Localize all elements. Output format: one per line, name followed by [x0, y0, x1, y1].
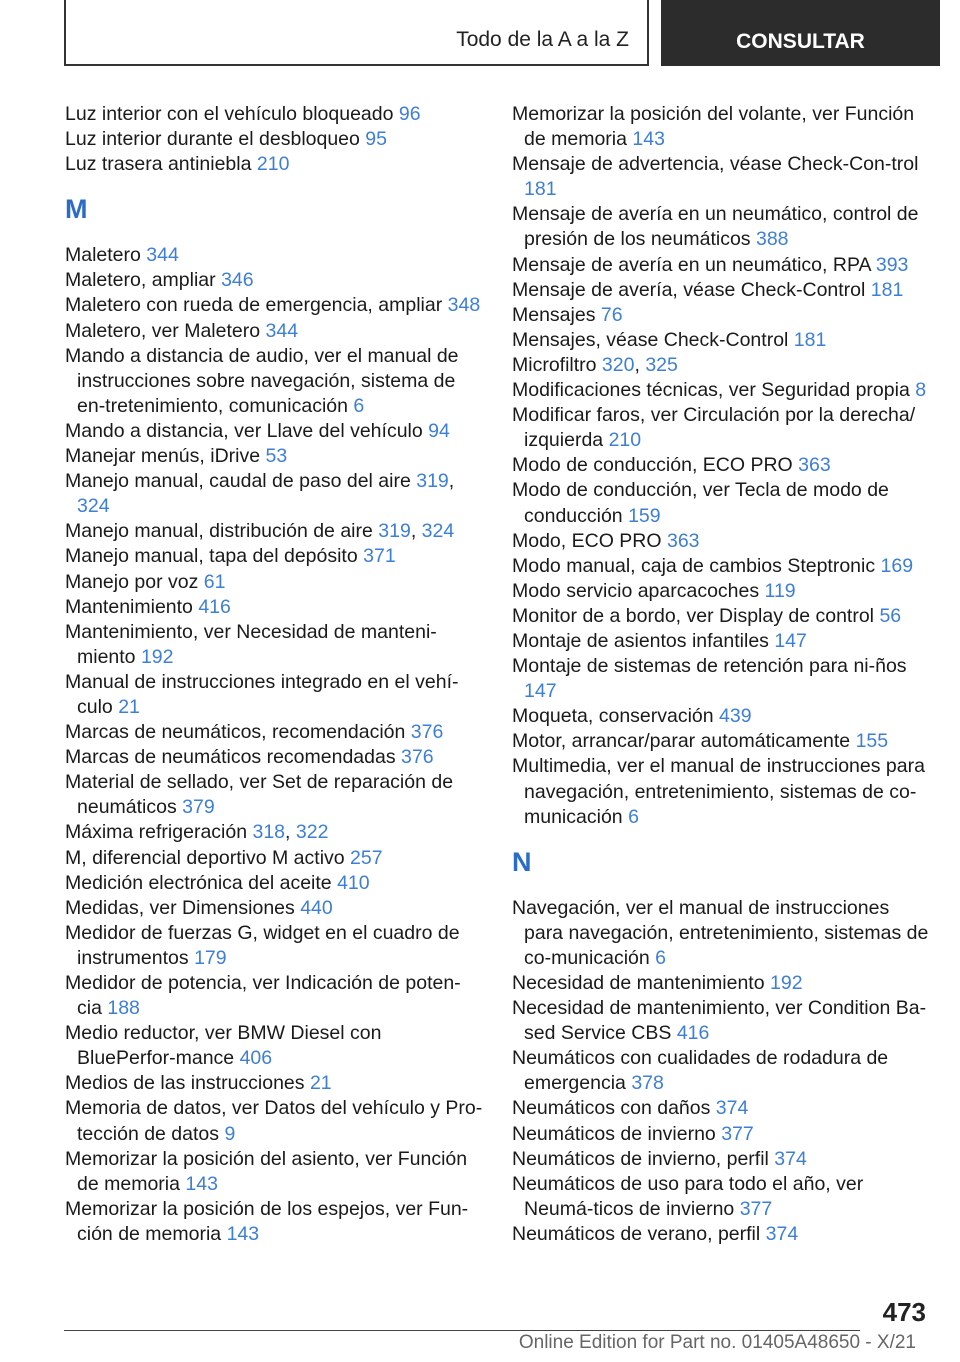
index-entry-text: Neumáticos con daños [512, 1097, 716, 1120]
index-entry-text: Necesidad de mantenimiento [512, 972, 770, 994]
index-entry-text: Máxima refrigeración [65, 821, 253, 844]
page-link[interactable]: 192 [770, 972, 803, 994]
page-link[interactable]: 416 [676, 1022, 710, 1045]
page-link[interactable]: 155 [855, 730, 889, 753]
index-entry [512, 328, 932, 353]
index-entry [512, 478, 932, 528]
page-link[interactable]: 9 [224, 1122, 236, 1145]
index-entry [512, 1046, 932, 1096]
index-entry [512, 654, 932, 704]
index-entry-text: Maletero con rueda de emergencia, ampliar [65, 294, 448, 317]
page-link[interactable]: 95 [365, 128, 387, 151]
header-section-box [64, 0, 649, 66]
page-link[interactable]: 379 [182, 796, 215, 819]
page-link[interactable]: 374 [765, 1222, 799, 1245]
page-link[interactable]: 147 [524, 680, 557, 703]
index-entry-text: Neumáticos con cualidades de rodadura de emergencia [512, 1047, 889, 1095]
index-entry [512, 278, 932, 303]
index-entry-text: Mensajes, véase Check-Control [512, 328, 794, 351]
index-entry [65, 745, 485, 770]
page-link[interactable]: 21 [309, 1072, 332, 1095]
index-entry-text: Marcas de neumáticos, recomendación [65, 721, 411, 744]
index-entry-text: Modo de conducción, ECO PRO [512, 454, 799, 477]
index-entry-text: Microfiltro [512, 353, 602, 376]
page-link[interactable]: 344 [146, 244, 179, 267]
index-entry-text: Manejo manual, distribución de aire [65, 520, 379, 543]
index-entry-text: Mensaje de avería en un neumático, control de presión de los neumáticos [512, 203, 919, 251]
page-link[interactable]: 181 [870, 278, 904, 301]
index-entry [65, 1071, 485, 1096]
index-entry [65, 570, 485, 595]
page-separator: , [448, 470, 455, 493]
index-entry [65, 102, 485, 127]
page-link[interactable]: 159 [628, 504, 661, 527]
index-entry-text: Mensaje de avería en un neumático, RPA [512, 253, 876, 276]
index-entry [65, 896, 485, 921]
index-entry-text: Maletero [65, 244, 147, 267]
page-link[interactable]: 374 [715, 1097, 749, 1120]
index-entry-text: Motor, arrancar/parar automáticamente [512, 730, 856, 753]
index-entry-text: Medidor de fuerzas G, widget en el cuadro de instrumentos [65, 921, 460, 969]
index-letter-heading: M [65, 194, 88, 225]
page-link[interactable]: 143 [226, 1222, 260, 1245]
page-link[interactable]: 376 [401, 746, 434, 769]
index-entry [512, 554, 932, 579]
index-entry-text: Modo de conducción, ver Tecla de modo de conducción [512, 479, 889, 527]
index-entry-text: Luz trasera antiniebla [65, 153, 257, 176]
index-entry-text: Modificaciones técnicas, ver Seguridad propia [512, 379, 916, 402]
page-link[interactable]: 318 [252, 821, 286, 844]
index-entry-text: Manejo manual, caudal de paso del aire [65, 470, 417, 493]
index-entry [512, 303, 932, 328]
page-link[interactable]: 363 [798, 454, 831, 477]
consultar-tab[interactable] [661, 0, 940, 66]
index-entry [65, 1197, 485, 1247]
page-link[interactable]: 324 [421, 520, 455, 543]
page-link[interactable]: 179 [194, 946, 227, 969]
page-link[interactable]: 192 [140, 645, 174, 668]
index-entry [65, 720, 485, 745]
page-link[interactable]: 6 [353, 394, 365, 417]
page-link[interactable]: 325 [645, 353, 678, 376]
index-entry [512, 604, 932, 629]
index-entry [512, 152, 932, 202]
page-separator: , [285, 821, 296, 844]
page-link[interactable]: 324 [77, 495, 110, 518]
index-entry [65, 293, 485, 318]
index-entry [512, 579, 932, 604]
page-link[interactable]: 119 [764, 579, 796, 602]
index-entry-text: Maletero, ampliar [65, 269, 222, 292]
index-entry-text: Modo, ECO PRO [512, 529, 667, 552]
index-entry [65, 344, 485, 419]
index-entry [65, 921, 485, 971]
index-entry-text: Manejar menús, iDrive [65, 445, 266, 468]
index-entry-text: Manual de instrucciones integrado en el vehí-culo [65, 670, 459, 718]
index-entry-text: Necesidad de mantenimiento, ver Condition Ba-sed Service CBS [512, 997, 927, 1045]
index-entry-text: Medio reductor, ver BMW Diesel con BluePerfor-mance [65, 1022, 382, 1070]
index-entry [65, 444, 485, 469]
index-entry [65, 243, 485, 268]
index-entry [65, 127, 485, 152]
page-link[interactable]: 181 [524, 178, 557, 201]
index-entry-text: Medidas, ver Dimensiones [65, 896, 301, 919]
page-link[interactable]: 393 [875, 253, 909, 276]
index-entry [65, 1021, 485, 1071]
index-entry-text: Medición electrónica del aceite [65, 871, 338, 894]
index-entry-text: Neumáticos de invierno [512, 1122, 722, 1145]
page-link[interactable]: 348 [447, 294, 481, 317]
index-entry-text: Manejo por voz [65, 570, 204, 593]
page-link[interactable]: 377 [721, 1122, 754, 1145]
index-entry-text: Medios de las instrucciones [65, 1072, 310, 1095]
page-link[interactable]: 210 [608, 429, 642, 452]
index-entry [512, 1147, 932, 1172]
index-entry [65, 519, 485, 544]
index-entry-text: Modo servicio aparcacoches [512, 579, 765, 602]
index-entry-text: Navegación, ver el manual de instrucciones para navegación, entretenimiento, sistemas de co-municación [512, 896, 929, 969]
page-link[interactable]: 416 [198, 595, 231, 618]
page-link[interactable]: 410 [337, 871, 370, 894]
index-entry [65, 595, 485, 620]
index-letter-heading: N [512, 846, 532, 877]
index-entry [512, 996, 932, 1046]
index-entry [512, 378, 932, 403]
page-link[interactable]: 322 [295, 821, 329, 844]
index-entry-text: Monitor de a bordo, ver Display de control [512, 604, 880, 627]
page-link[interactable]: 363 [666, 529, 700, 552]
index-entry [512, 896, 932, 971]
index-entry-text: Mensaje de advertencia, véase Check-Con-trol [512, 153, 919, 176]
index-entry-text: Memorizar la posición del asiento, ver Función de memoria [65, 1147, 468, 1195]
index-entry-text: Mensaje de avería, véase Check-Control [512, 278, 871, 301]
index-entry [512, 353, 932, 378]
index-entry [512, 403, 932, 453]
page-link[interactable]: 374 [774, 1147, 807, 1170]
page-link[interactable]: 61 [203, 570, 226, 593]
index-entry-text: Maletero, ver Maletero [65, 319, 266, 342]
page-link[interactable]: 319 [378, 520, 411, 543]
page-link[interactable]: 406 [239, 1047, 273, 1070]
page-link[interactable]: 371 [363, 545, 396, 568]
index-entry [65, 1147, 485, 1197]
page-link[interactable]: 439 [719, 705, 752, 728]
footer-edition-text: Online Edition for Part no. 01405A48650 - X/21 [518, 1332, 916, 1353]
index-entry [65, 820, 485, 845]
index-entry-text: Marcas de neumáticos recomendadas [65, 746, 402, 769]
index-entry [65, 871, 485, 896]
page-link[interactable]: 346 [221, 269, 254, 292]
page-link[interactable]: 378 [631, 1072, 664, 1095]
index-entry-text: Neumáticos de uso para todo el año, ver Neumá-ticos de invierno [512, 1172, 864, 1220]
index-entry [512, 1122, 932, 1147]
index-entry-text: Montaje de sistemas de retención para ni-ños [512, 655, 907, 678]
page-link[interactable]: 320 [601, 353, 635, 376]
index-entry [65, 770, 485, 820]
index-entry-text: Medidor de potencia, ver Indicación de poten-cia [65, 972, 461, 1020]
index-entry [512, 971, 932, 996]
page-link[interactable]: 388 [755, 228, 789, 251]
index-entry-text: Manejo manual, tapa del depósito [65, 545, 364, 568]
index-entry [65, 268, 485, 293]
index-entry-text: Memoria de datos, ver Datos del vehículo y Pro-tección de datos [65, 1097, 483, 1145]
page-link[interactable]: 210 [256, 153, 290, 176]
page-link[interactable]: 169 [880, 554, 914, 577]
page-link[interactable]: 8 [915, 379, 927, 402]
page-link[interactable]: 376 [410, 721, 444, 744]
index-entry [512, 529, 932, 554]
index-entry-text: Multimedia, ver el manual de instrucciones para navegación, entretenimiento, sistemas de co-municación [512, 755, 925, 828]
index-entry-text: Luz interior durante el desbloqueo [65, 128, 366, 151]
index-entry [512, 1172, 932, 1222]
index-entry [65, 152, 485, 177]
page-link[interactable]: 6 [628, 805, 639, 828]
index-entry-text: Memorizar la posición del volante, ver Función de memoria [512, 103, 915, 151]
index-entry-text: M, diferencial deportivo M activo [65, 846, 351, 869]
index-entry [65, 469, 485, 519]
page-link[interactable]: 344 [265, 319, 299, 342]
index-entry-text: Mantenimiento [65, 595, 199, 618]
index-entry [65, 319, 485, 344]
page-separator: , [410, 520, 422, 543]
page-link[interactable]: 143 [185, 1172, 218, 1195]
index-entry-text: Luz interior con el vehículo bloqueado [65, 103, 399, 125]
index-entry [512, 1222, 932, 1247]
page-link[interactable]: 188 [107, 997, 140, 1020]
index-entry [65, 1096, 485, 1146]
page-link[interactable]: 21 [118, 695, 140, 718]
page-separator: , [634, 353, 646, 376]
page-number: 473 [882, 1297, 926, 1327]
index-entry-text: Neumáticos de verano, perfil [512, 1222, 766, 1245]
index-entry-text: Mensajes [512, 303, 601, 326]
index-entry [512, 704, 932, 729]
index-entry [65, 419, 485, 444]
page-link[interactable]: 181 [793, 328, 827, 351]
index-entry [512, 202, 932, 252]
section-title: Todo de la A a la Z [456, 28, 629, 51]
index-entry [512, 453, 932, 478]
index-entry [512, 102, 932, 152]
page-link[interactable]: 257 [350, 846, 383, 869]
page-link[interactable]: 56 [879, 604, 902, 627]
index-entry-text: Mando a distancia de audio, ver el manual de instrucciones sobre navegación, sistema de en-tretenimiento, comunicación [65, 344, 459, 417]
index-entry-text: Mando a distancia, ver Llave del vehículo [65, 419, 429, 442]
index-entry-text: Modo manual, caja de cambios Steptronic [512, 554, 881, 577]
page-link[interactable]: 6 [655, 946, 666, 969]
footer-divider [64, 1330, 860, 1331]
page-link[interactable]: 96 [398, 103, 421, 125]
index-entry [512, 754, 932, 829]
page-link[interactable]: 377 [739, 1197, 773, 1220]
index-entry-text: Montaje de asientos infantiles [512, 629, 775, 652]
index-entry-text: Neumáticos de invierno, perfil [512, 1147, 775, 1170]
page-link[interactable]: 440 [300, 896, 333, 919]
index-entry-text: Material de sellado, ver Set de reparación de neumáticos [65, 771, 454, 819]
index-column-left [65, 102, 485, 1247]
page-link[interactable]: 53 [265, 445, 288, 468]
index-entry [512, 1096, 932, 1121]
page-link[interactable]: 76 [600, 303, 623, 326]
index-entry [512, 729, 932, 754]
index-entry-text: Memorizar la posición de los espejos, ver Fun-ción de memoria [65, 1197, 469, 1245]
index-entry [65, 544, 485, 569]
index-entry [65, 846, 485, 871]
index-entry [512, 629, 932, 654]
index-entry-text: Modificar faros, ver Circulación por la derecha/ izquierda [512, 404, 916, 452]
index-entry-text: Moqueta, conservación [512, 705, 720, 728]
index-entry [65, 620, 485, 670]
index-entry-text: Mantenimiento, ver Necesidad de manteni-miento [65, 620, 437, 668]
consultar-tab-label: CONSULTAR [736, 30, 865, 53]
page-link[interactable]: 147 [774, 629, 807, 652]
index-column-right [512, 102, 932, 1247]
page-link[interactable]: 143 [632, 128, 665, 151]
index-entry [512, 253, 932, 278]
page-link[interactable]: 319 [416, 470, 449, 493]
index-entry [65, 670, 485, 720]
page-link[interactable]: 94 [428, 419, 450, 442]
index-entry [65, 971, 485, 1021]
